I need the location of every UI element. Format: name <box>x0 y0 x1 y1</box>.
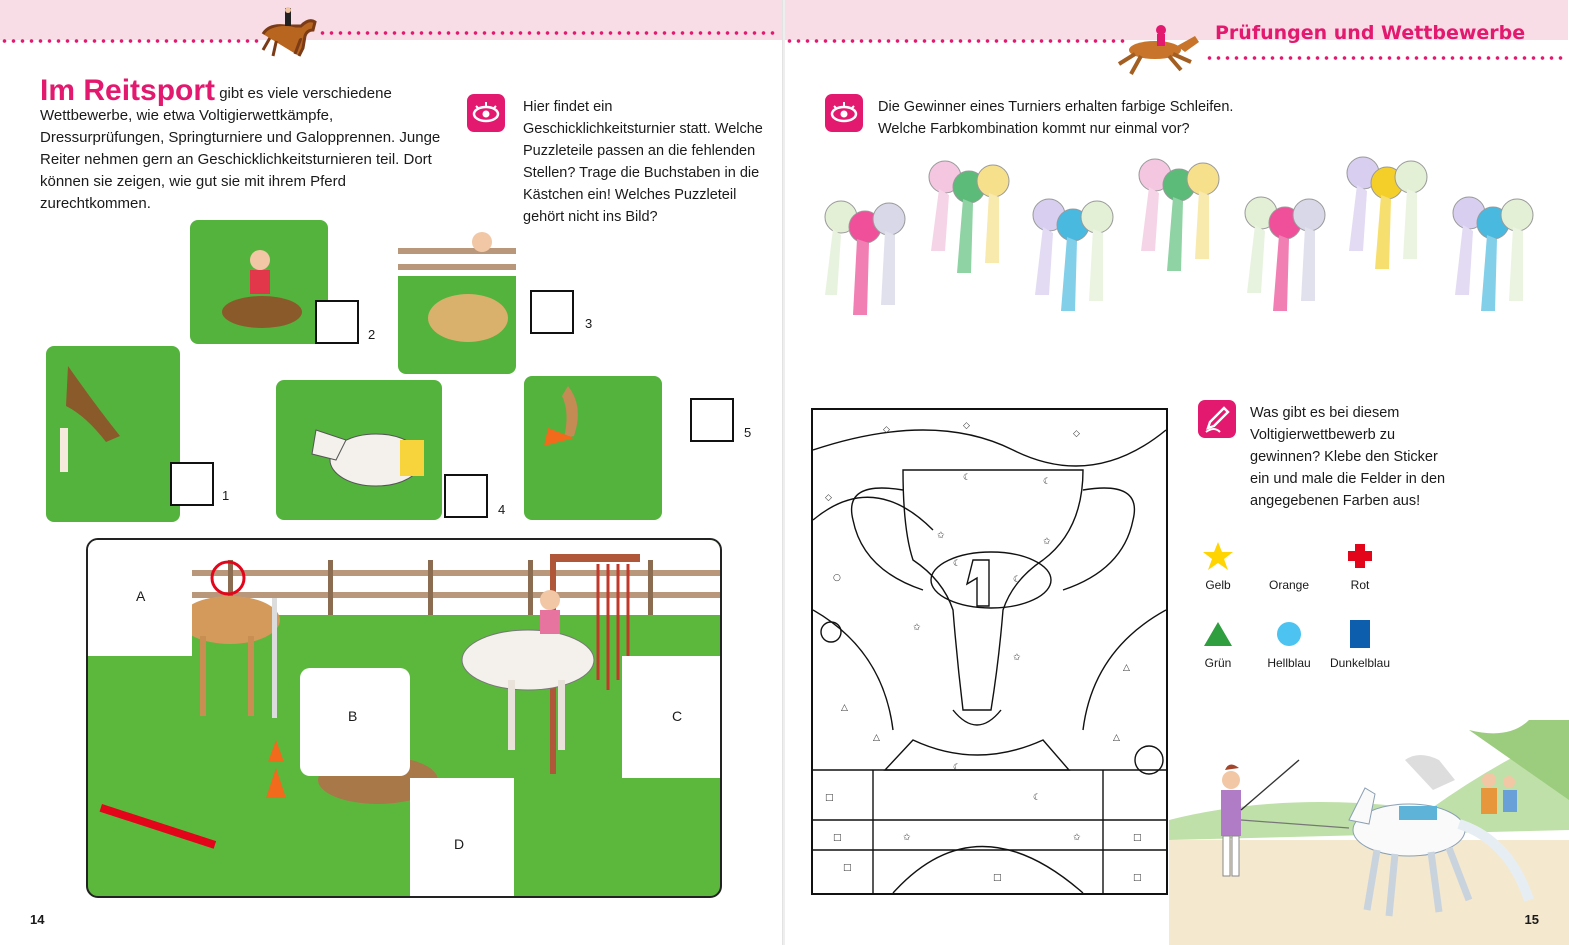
intro-text: gibt es viele verschiedene Wettbewerbe, wie etwa Voltigierwettkämpfe, Dressurprüfungen, Springturniere und Galopprennen. Junge Reiter nehmen gern an Geschicklichkeitsturnieren teil. Dort können sie zeigen, wie gut sie mit ihrem Pferd zurechtkommen. <box>40 85 441 212</box>
dotted-border <box>0 38 260 44</box>
svg-text:△: △ <box>841 703 848 713</box>
headline-word: Im Reitsport <box>40 74 216 107</box>
rosette-task-text: Die Gewinner eines Turniers erhalten farbige Schleifen. Welche Farbkombination kommt nur einmal vor? <box>878 99 1234 137</box>
hole-letter-c: C <box>672 708 683 724</box>
legend-label: Gelb <box>1205 578 1231 592</box>
svg-text:☾: ☾ <box>1033 793 1042 803</box>
legend-label: Hellblau <box>1267 656 1311 670</box>
svg-text:☾: ☾ <box>1013 575 1022 585</box>
legend-label: Orange <box>1268 578 1310 592</box>
puzzle-hole-a <box>88 540 192 656</box>
rosette-group-6 <box>1347 157 1427 269</box>
hole-letter-b: B <box>348 708 358 724</box>
answer-box-3[interactable] <box>530 290 574 334</box>
svg-text:☾: ☾ <box>953 763 962 773</box>
svg-text:△: △ <box>873 733 880 743</box>
answer-box-1[interactable] <box>170 462 214 506</box>
piece-number-4: 4 <box>498 502 506 517</box>
paint-task-text: Was gibt es bei diesem Voltigierwettbewerb zu gewinnen? Klebe den Sticker ein und male die Felder in den angegebenen Farben aus! <box>1250 405 1446 509</box>
svg-text:✩: ✩ <box>1073 833 1081 843</box>
svg-text:◇: ◇ <box>883 425 890 435</box>
page-number-left: 14 <box>30 912 45 927</box>
svg-text:△: △ <box>1123 663 1130 673</box>
puzzle-piece-1 <box>46 346 180 522</box>
svg-text:□: □ <box>1133 873 1142 883</box>
svg-text:△: △ <box>1113 733 1120 743</box>
racehorse-illustration <box>1115 20 1201 80</box>
puzzle-piece-5 <box>524 376 662 520</box>
circle-icon <box>1273 618 1305 650</box>
dotted-border <box>1205 55 1565 61</box>
svg-text:◇: ◇ <box>825 493 832 503</box>
puzzle-task-text: Hier findet ein Geschicklichkeitsturnier statt. Welche Puzzleteile passen an die fehlenden Stellen? Trage die Buchstaben in die Kästchen ein! Welches Puzzleteil gehört nicht ins Bild? <box>523 99 763 225</box>
svg-text:◇: ◇ <box>1073 429 1080 439</box>
rosette-group-4 <box>1139 159 1219 271</box>
svg-text:□: □ <box>843 863 852 873</box>
piece-number-2: 2 <box>368 327 376 342</box>
answer-box-4[interactable] <box>444 474 488 518</box>
svg-text:☾: ☾ <box>1043 477 1052 487</box>
piece-number-5: 5 <box>744 425 752 440</box>
cross-icon <box>1344 540 1376 572</box>
hole-letter-a: A <box>136 588 146 604</box>
puzzle-hole-c <box>622 656 722 778</box>
rosettes-illustration <box>805 155 1565 330</box>
puzzle-piece-3 <box>398 218 516 374</box>
legend-label: Dunkelblau <box>1329 656 1391 670</box>
answer-box-2[interactable] <box>315 300 359 344</box>
section-title: Prüfungen und Wettbewerbe <box>1215 22 1526 44</box>
rosette-group-2 <box>929 161 1009 273</box>
svg-text:□: □ <box>1133 833 1142 843</box>
rosette-group-5 <box>1245 197 1325 311</box>
moon-icon <box>1273 540 1305 572</box>
triangle-icon <box>1202 618 1234 650</box>
square-icon <box>1344 618 1376 650</box>
svg-text:✩: ✩ <box>1043 537 1051 547</box>
legend-dunkelblau <box>1315 618 1405 670</box>
dotted-border <box>318 30 778 36</box>
rosette-group-3 <box>1033 199 1113 311</box>
eye-icon <box>467 94 505 132</box>
svg-text:✩: ✩ <box>913 623 921 633</box>
piece-number-3: 3 <box>585 316 593 331</box>
puzzle-piece-2 <box>190 220 328 344</box>
svg-text:☾: ☾ <box>963 473 972 483</box>
puzzle-hole-d <box>410 778 514 898</box>
legend-label: Rot <box>1350 578 1370 592</box>
left-page <box>0 0 784 945</box>
vaulting-scene-illustration <box>1169 720 1569 945</box>
puzzle-piece-4 <box>276 380 442 520</box>
eye-icon <box>825 94 863 132</box>
svg-text:✩: ✩ <box>1013 653 1021 663</box>
answer-box-5[interactable] <box>690 398 734 442</box>
svg-text:✩: ✩ <box>903 833 911 843</box>
rosette-group-7 <box>1453 197 1533 311</box>
puzzle-picture <box>86 538 722 898</box>
dotted-border <box>785 38 1125 44</box>
svg-text:◇: ◇ <box>963 421 970 431</box>
svg-text:□: □ <box>825 793 834 803</box>
star-icon <box>1202 540 1234 572</box>
piece-number-1: 1 <box>222 488 230 503</box>
puzzle-hole-b <box>300 668 410 776</box>
pencil-icon <box>1198 400 1236 438</box>
svg-text:✩: ✩ <box>937 531 945 541</box>
legend-rot <box>1315 540 1405 592</box>
svg-text:○: ○ <box>833 573 841 583</box>
rosette-group-1 <box>825 201 905 315</box>
hole-letter-d: D <box>454 836 465 852</box>
legend-label: Grün <box>1204 656 1232 670</box>
intro-paragraph <box>40 74 460 215</box>
trophy-outline <box>813 410 1166 893</box>
page-number-right: 15 <box>1524 912 1539 927</box>
svg-text:□: □ <box>833 833 842 843</box>
right-page <box>785 0 1569 945</box>
dressage-rider-illustration <box>255 4 319 60</box>
svg-text:☾: ☾ <box>953 559 962 569</box>
svg-text:□: □ <box>993 873 1002 883</box>
paint-by-symbols-picture[interactable] <box>811 408 1168 895</box>
